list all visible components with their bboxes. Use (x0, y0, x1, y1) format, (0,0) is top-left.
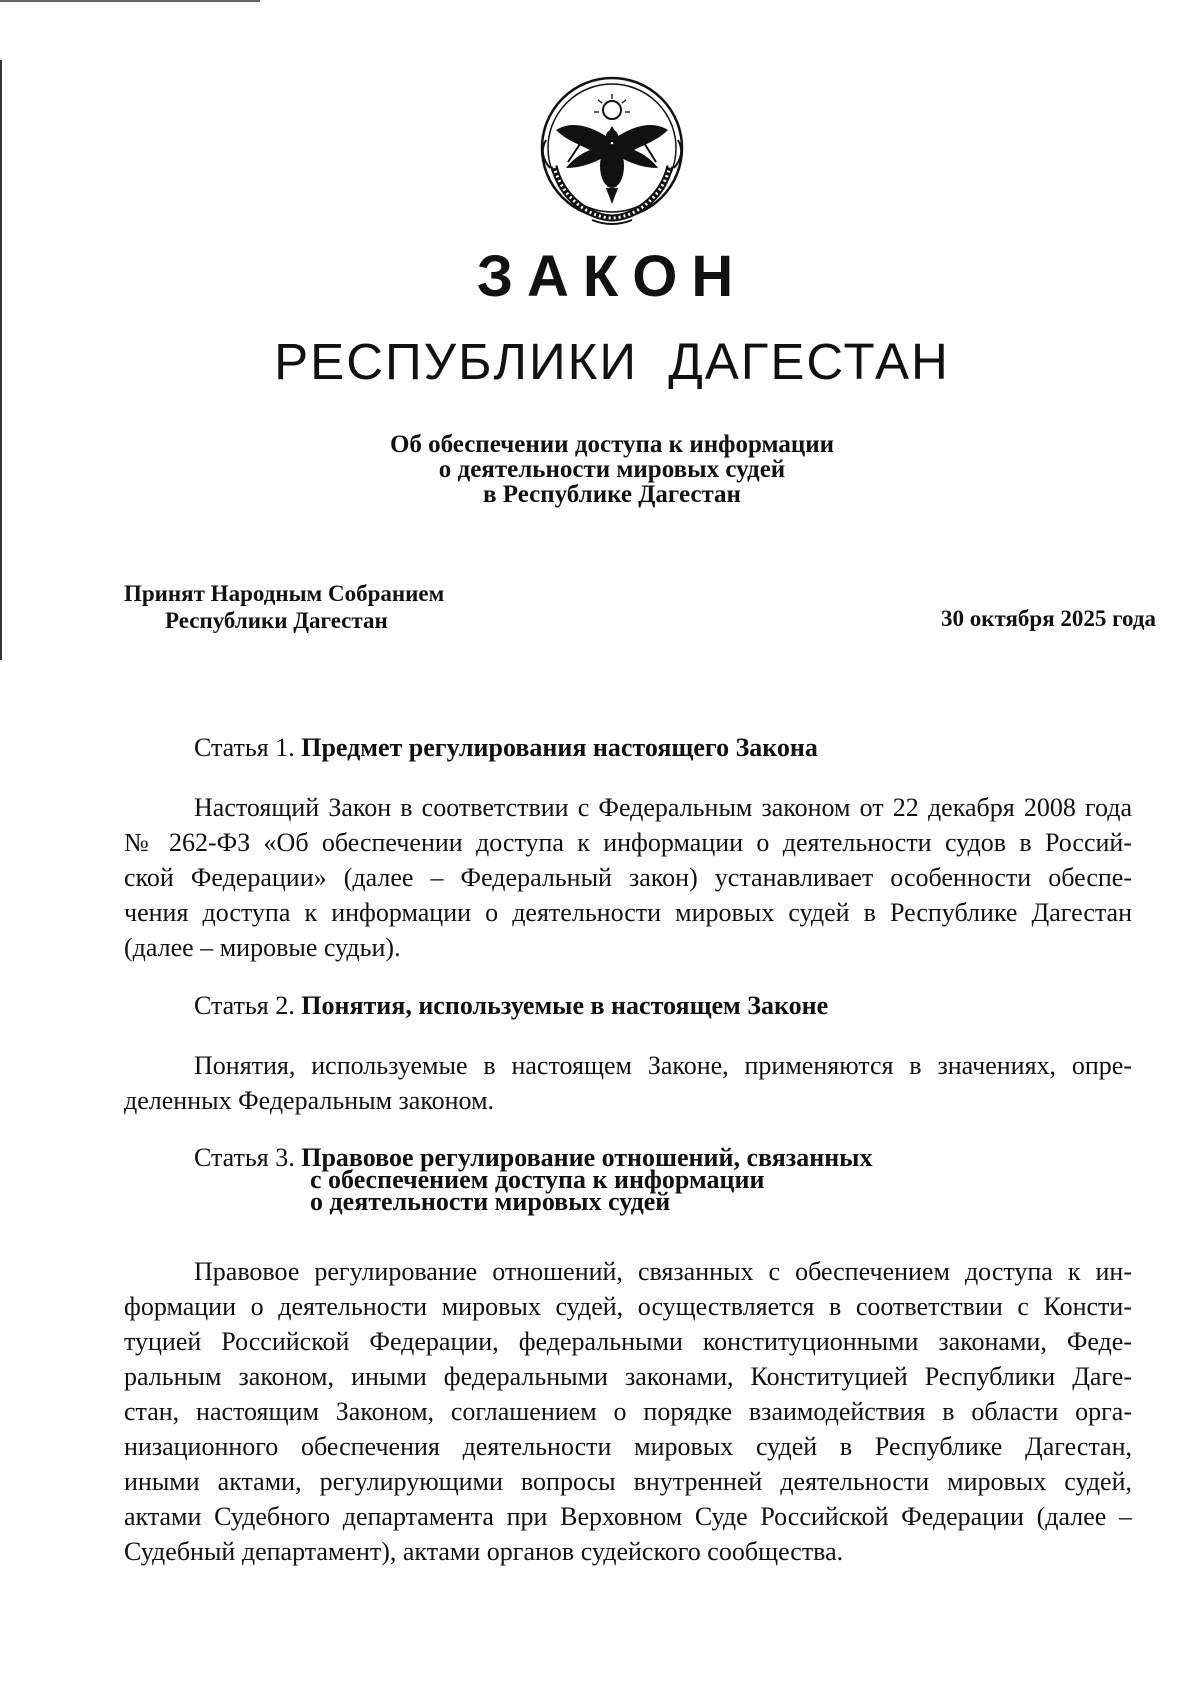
text-line: Судебный департамент), актами органов судейского сообщества. (124, 1537, 844, 1566)
article-prefix: Статья 1. (194, 733, 295, 762)
adoption-date: 30 октября 2025 года (940, 606, 1156, 631)
article-title: о деятельности мировых судей (310, 1187, 671, 1216)
article-heading (194, 992, 828, 1019)
article-title: Понятия, используемые в настоящем Законе (301, 991, 829, 1020)
text-line: низационного обеспечения деятельности мировых судей в Республике Дагестан, (124, 1432, 1132, 1461)
adoption-line: Принят Народным Собранием (124, 581, 445, 606)
law-name-line: Об обеспечении доступа к информации (389, 431, 835, 458)
text-line: ральным законом, иными федеральными законами, Конституцией Республики Даге- (124, 1362, 1132, 1391)
text-line: стан, настоящим Законом, соглашением о порядке взаимодействия в области орга- (124, 1397, 1132, 1426)
article-prefix: Статья 3. (194, 1143, 295, 1172)
law-name-line: о деятельности мировых судей (438, 456, 786, 483)
text-line: чения доступа к информации о деятельности мировых судей в Республике Дагестан (124, 898, 1132, 927)
adoption-authority (124, 580, 444, 634)
text-line: (далее – мировые судьи). (124, 933, 401, 962)
text-line: туцией Российской Федерации, федеральными конституционными законами, Феде- (124, 1327, 1132, 1356)
article-title: Правовое регулирование отношений, связанных (301, 1143, 873, 1172)
article-heading (194, 734, 818, 761)
law-name (200, 432, 1024, 507)
article-body (124, 1048, 1132, 1118)
article-title: Предмет регулирования настоящего Закона (301, 733, 818, 762)
text-line: Настоящий Закон в соответствии с Федеральным законом от 22 декабря 2008 года (194, 793, 1132, 822)
text-line: иными актами, регулирующими вопросы внутренней деятельности мировых судей, (124, 1467, 1132, 1496)
article-prefix: Статья 2. (194, 991, 295, 1020)
text-line: Понятия, используемые в настоящем Законе, применяются в значениях, опре- (194, 1051, 1132, 1080)
document-title: ЗАКОН (476, 244, 748, 309)
text-line: актами Судебного департамента при Верховном Суде Российской Федерации (далее – (124, 1502, 1132, 1531)
dagestan-coat-of-arms-icon (532, 70, 692, 230)
text-line: № 262-ФЗ «Об обеспечении доступа к информации о деятельности судов в Россий- (124, 828, 1132, 857)
text-line: ской Федерации» (далее – Федеральный закон) устанавливает особенности обеспе- (124, 863, 1132, 892)
article-title: с обеспечением доступа к информации (310, 1165, 765, 1194)
text-line: Правовое регулирование отношений, связанных с обеспечением доступа к ин- (194, 1257, 1132, 1286)
scan-edge-top (0, 0, 260, 2)
text-line: формации о деятельности мировых судей, осуществляется в соответствии с Консти- (124, 1292, 1132, 1321)
document-subtitle: РЕСПУБЛИКИ ДАГЕСТАН (274, 333, 950, 390)
law-name-line: в Республике Дагестан (483, 481, 741, 508)
article-body (124, 790, 1132, 965)
article-body (124, 1254, 1132, 1569)
text-line: деленных Федеральным законом. (124, 1086, 495, 1115)
adoption-line: Республики Дагестан (165, 608, 388, 633)
article-heading (194, 1143, 873, 1216)
